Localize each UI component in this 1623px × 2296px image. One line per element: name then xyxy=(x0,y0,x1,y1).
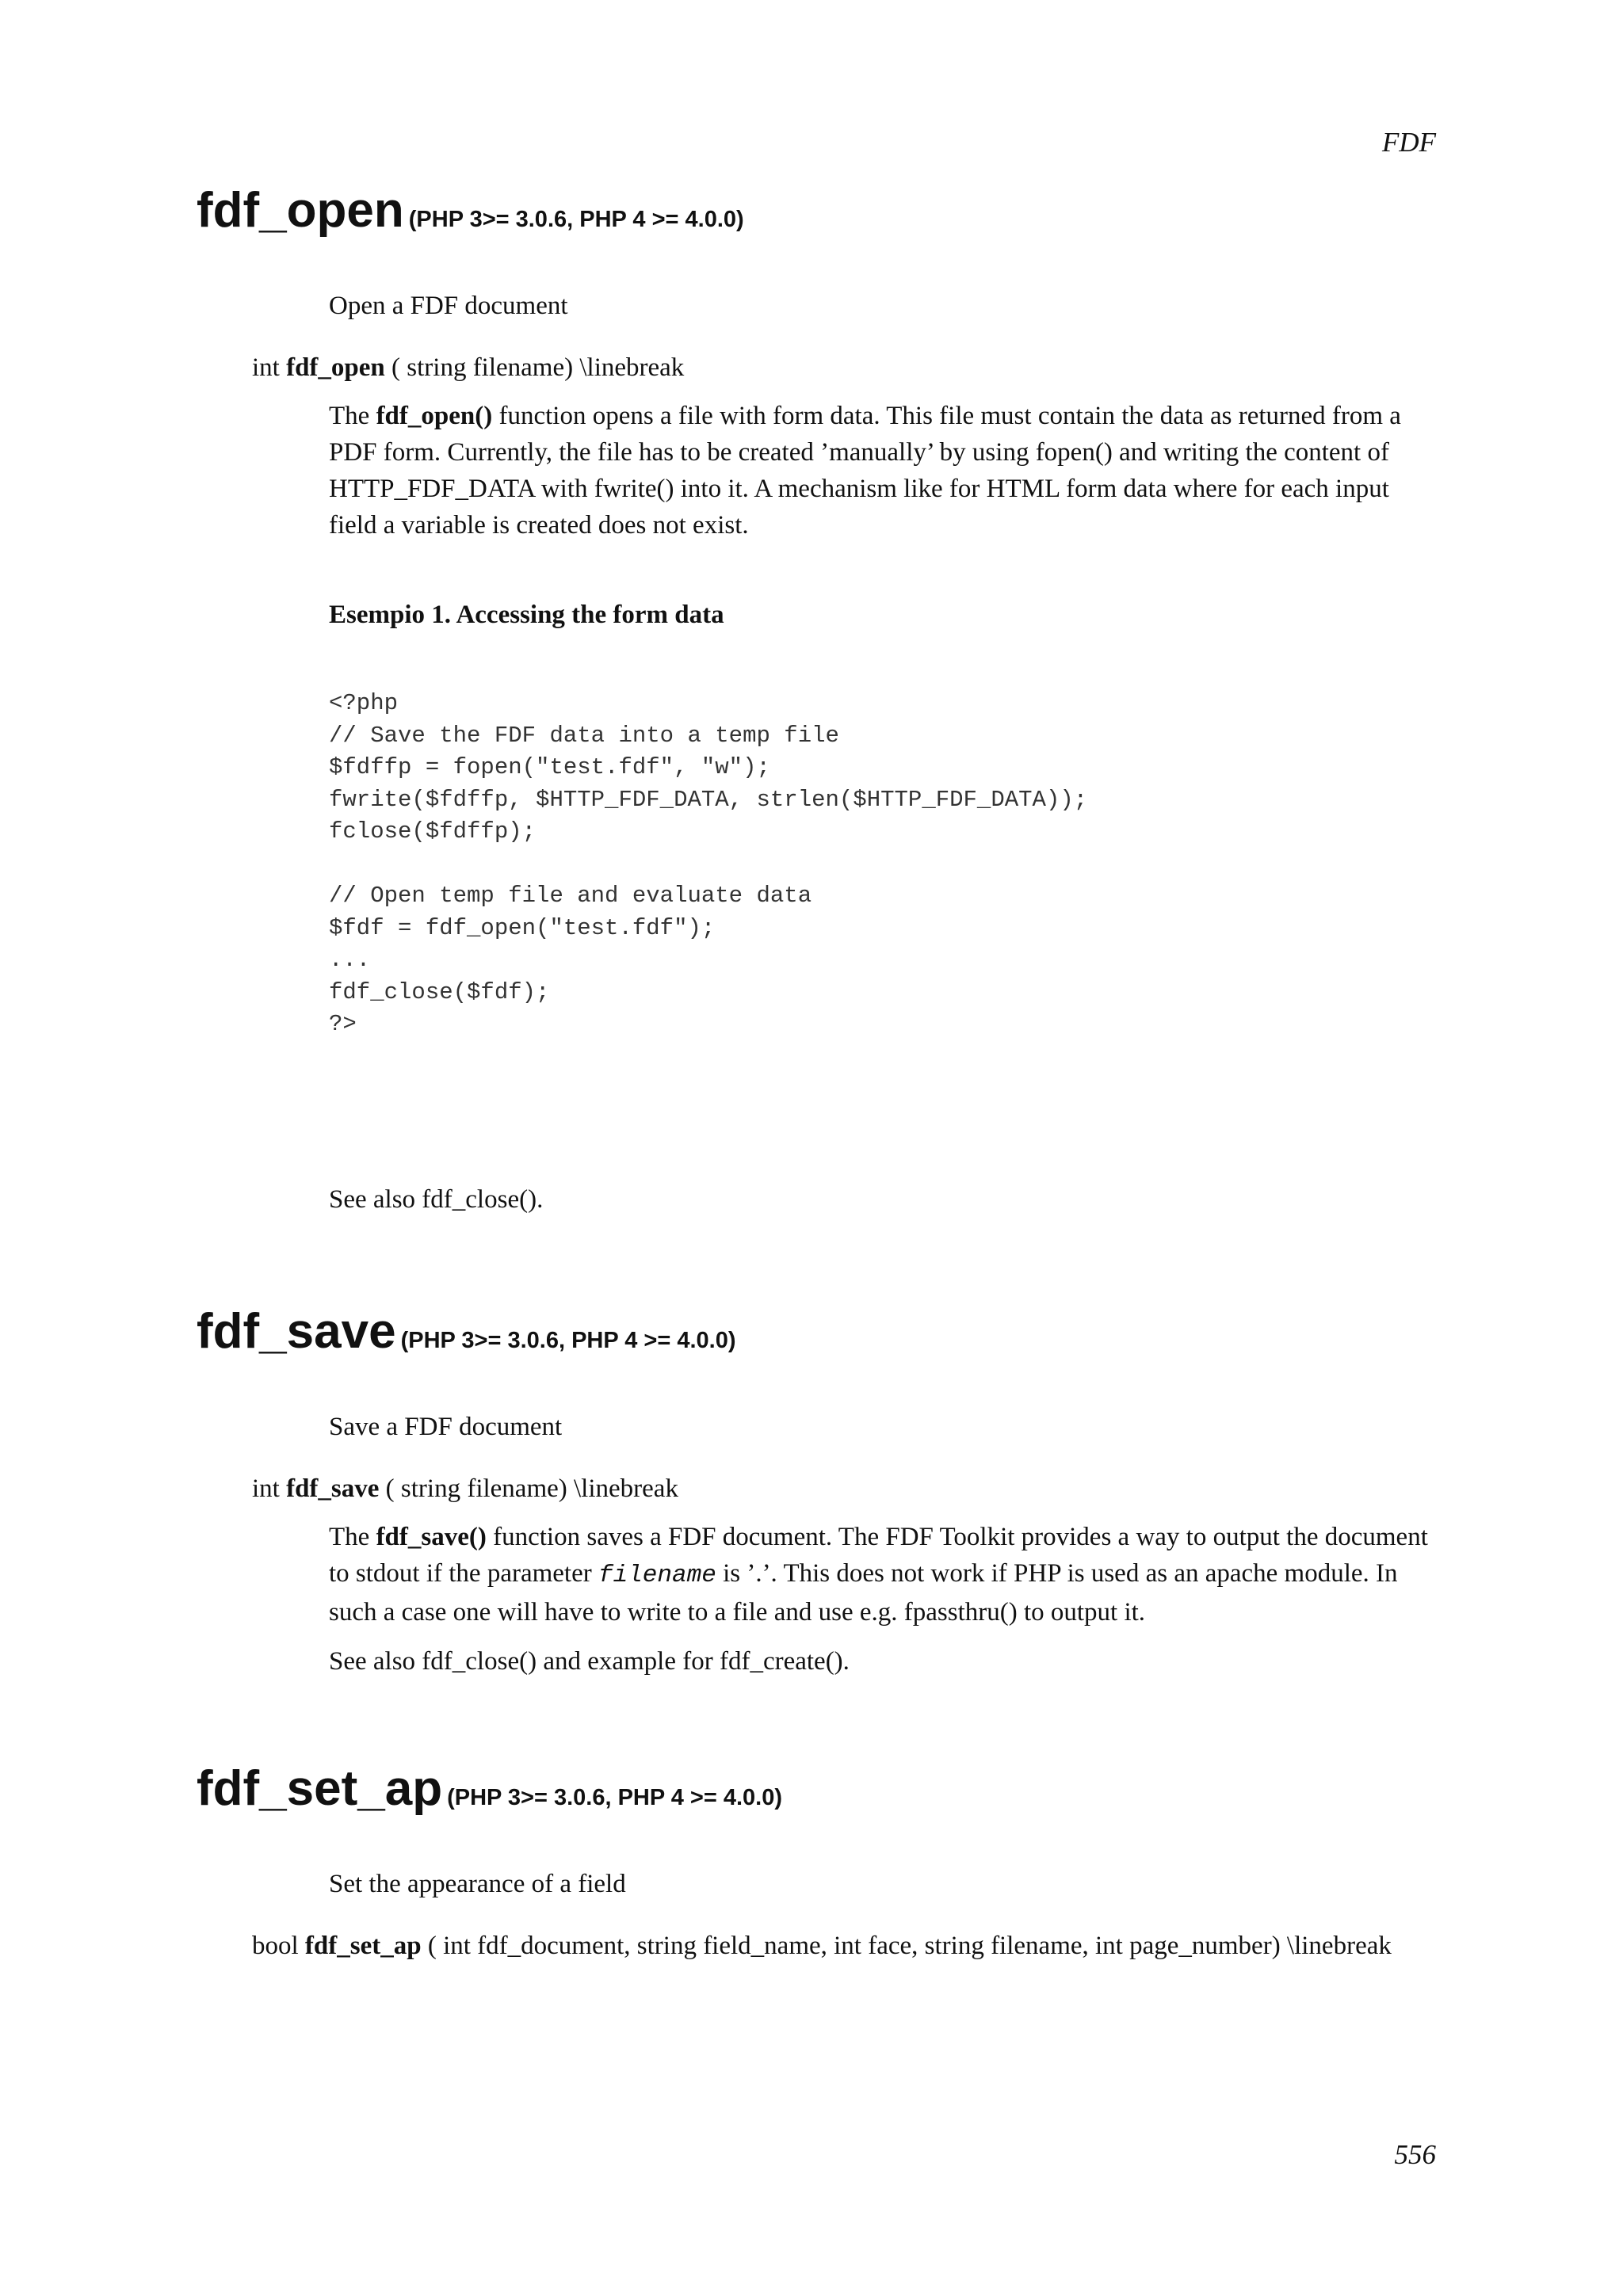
version-info: (PHP 3>= 3.0.6, PHP 4 >= 4.0.0) xyxy=(447,1785,783,1810)
description-function: fdf_save() xyxy=(376,1523,487,1551)
synopsis xyxy=(252,1474,678,1504)
synopsis xyxy=(252,353,684,383)
function-name: fdf_set_ap xyxy=(197,1761,443,1816)
entry-fdf-set-ap xyxy=(197,1760,1436,1960)
purpose: Open a FDF document xyxy=(329,292,568,320)
description-function: fdf_open() xyxy=(376,402,493,430)
entry-fdf-open xyxy=(197,182,1436,1214)
return-type: bool xyxy=(252,1932,299,1960)
description-text: function opens a file with form data. This file must contain the data as returned from a PDF form. Currently, the file has to be created ’manually’ by using fopen() and writing the content of HTTP_FDF_DATA with fwrite() into it. A mechanism like for HTML form data where for each input field a variable is created does not exist. xyxy=(329,402,1401,540)
synopsis-params: ( string filename) \linebreak xyxy=(385,1474,678,1503)
description-text: function saves a FDF document. The FDF Toolkit provides a way to output the document to stdout if the parameter xyxy=(329,1523,1428,1588)
running-header: FDF xyxy=(1381,127,1436,158)
code-example: <?php // Save the FDF data into a temp file $fdffp = fopen("test.fdf", "w"); fwrite($fdffp, $HTTP_FDF_DATA, strlen($HTTP_FDF_DATA)); fclose($fdffp); // Open temp file and evaluate data $fdf = fdf_open("test.fdf"); ... fdf_close($fdf); ?> xyxy=(329,690,1088,1037)
return-type: int xyxy=(252,353,280,382)
see-also: See also fdf_close() and example for fdf_create(). xyxy=(329,1647,850,1676)
synopsis-params: ( string filename) \linebreak xyxy=(391,353,685,382)
description-lead: The xyxy=(329,402,370,430)
description xyxy=(329,398,1438,543)
synopsis-params: ( int fdf_document, string field_name, int face, string filename, int page_number) \linebreak xyxy=(427,1932,1392,1960)
entry-title xyxy=(197,182,1436,238)
entry-title xyxy=(197,1760,1436,1817)
description-lead: The xyxy=(329,1523,370,1551)
synopsis-function: fdf_save xyxy=(286,1474,380,1503)
purpose: Set the appearance of a field xyxy=(329,1870,626,1898)
example-title: Esempio 1. Accessing the form data xyxy=(329,601,724,629)
parameter-name: filename xyxy=(598,1562,716,1589)
see-also: See also fdf_close(). xyxy=(329,1185,544,1214)
synopsis-function: fdf_open xyxy=(286,353,385,382)
description xyxy=(329,1519,1438,1630)
return-type: int xyxy=(252,1474,280,1503)
function-name: fdf_open xyxy=(197,183,404,238)
entry-title xyxy=(197,1303,1436,1360)
purpose: Save a FDF document xyxy=(329,1413,563,1441)
entry-fdf-save xyxy=(197,1303,1436,1676)
synopsis-function: fdf_set_ap xyxy=(304,1932,422,1960)
version-info: (PHP 3>= 3.0.6, PHP 4 >= 4.0.0) xyxy=(408,207,744,232)
synopsis xyxy=(252,1932,1392,1961)
function-name: fdf_save xyxy=(197,1304,396,1359)
description-text-continued: is ’.’. This does not work if PHP is used as an apache module. In such a case one will have to write to a file and use e.g. fpassthru() to output it. xyxy=(329,1559,1398,1627)
version-info: (PHP 3>= 3.0.6, PHP 4 >= 4.0.0) xyxy=(400,1328,736,1353)
page-number: 556 xyxy=(1394,2139,1436,2170)
